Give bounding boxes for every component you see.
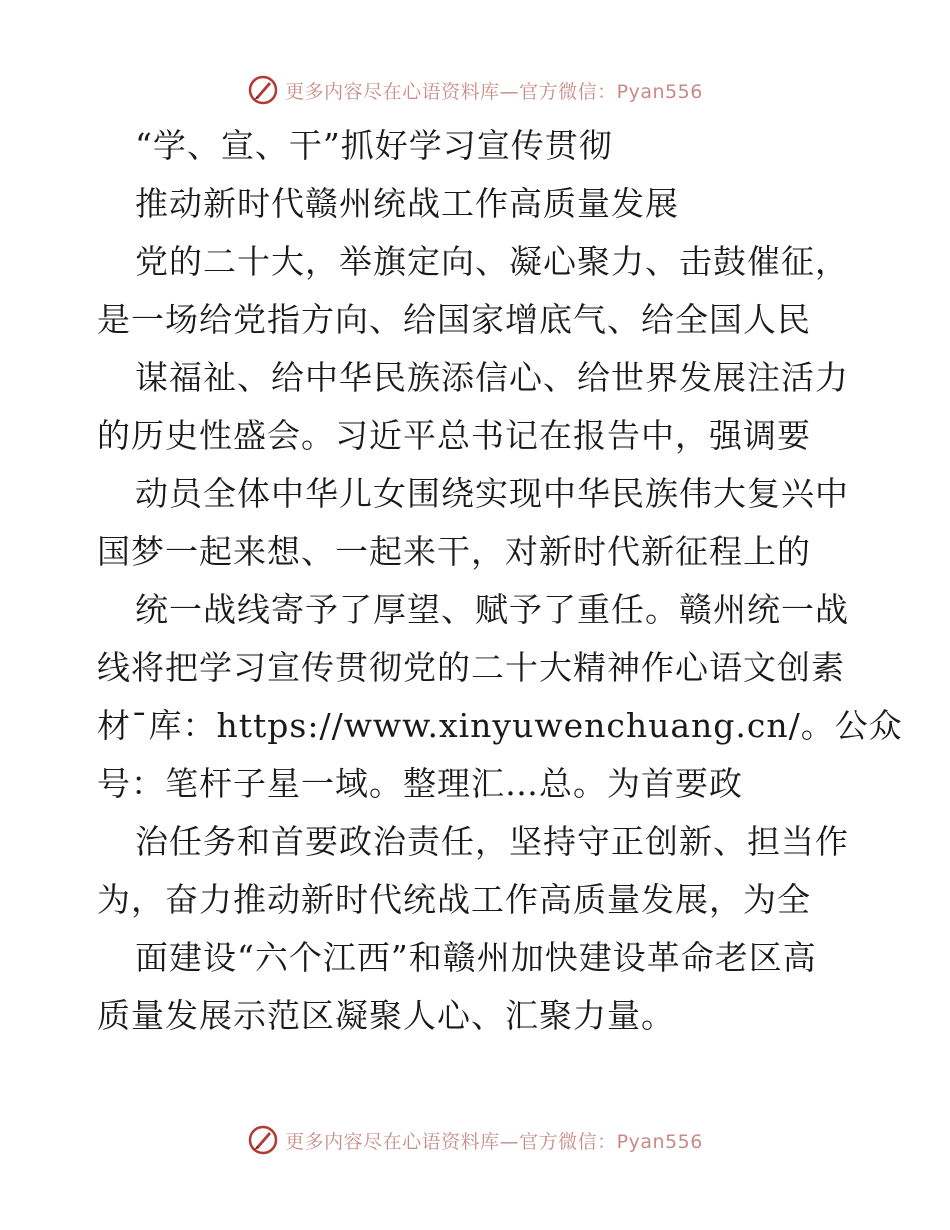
title-line-1: “学、宣、干”抓好学习宣传贯彻 bbox=[135, 126, 613, 165]
paragraph-line: 国梦一起来想、一起来干，对新时代新征程上的 bbox=[97, 532, 811, 571]
paragraph-line: 党的二十大，举旗定向、凝心聚力、击鼓催征， bbox=[135, 242, 849, 281]
footer-banner bbox=[0, 1120, 950, 1160]
paragraph-line: 治任务和首要政治责任，坚持守正创新、担当作 bbox=[135, 822, 849, 861]
banner-text: 更多内容尽在心语资料库—官方微信：Pyan556 bbox=[285, 1130, 703, 1153]
paragraph-line: 面建设“六个江西”和赣州加快建设革命老区高 bbox=[135, 938, 817, 977]
paragraph-line: 为，奋力推动新时代统战工作高质量发展，为全 bbox=[97, 880, 811, 919]
paragraph-line: 动员全体中华儿女围绕实现中华民族伟大复兴中 bbox=[135, 474, 849, 513]
paragraph-line: 质量发展示范区凝聚人心、汇聚力量。 bbox=[97, 996, 675, 1035]
paragraph-line: 的历史性盛会。习近平总书记在报告中，强调要 bbox=[97, 416, 811, 455]
banner-text: 更多内容尽在心语资料库—官方微信：Pyan556 bbox=[285, 80, 703, 103]
title-line-2: 推动新时代赣州统战工作高质量发展 bbox=[135, 184, 679, 223]
paragraph-line: 统一战线寄予了厚望、赋予了重任。赣州统一战 bbox=[135, 590, 849, 629]
paragraph-line: 材¯库：https://www.xinyuwenchuang.cn/。公众 bbox=[97, 706, 903, 745]
paragraph-line: 是一场给党指方向、给国家增底气、给全国人民 bbox=[97, 300, 811, 339]
paragraph-line: 号：笔杆子星一域。整理汇…总。为首要政 bbox=[97, 764, 743, 803]
header-banner bbox=[0, 70, 950, 110]
paragraph-line: 线将把学习宣传贯彻党的二十大精神作心语文创素 bbox=[97, 648, 845, 687]
quill-logo-icon bbox=[247, 1124, 279, 1156]
paragraph-line: 谋福祉、给中华民族添信心、给世界发展注活力 bbox=[135, 358, 849, 397]
quill-logo-icon bbox=[247, 74, 279, 106]
